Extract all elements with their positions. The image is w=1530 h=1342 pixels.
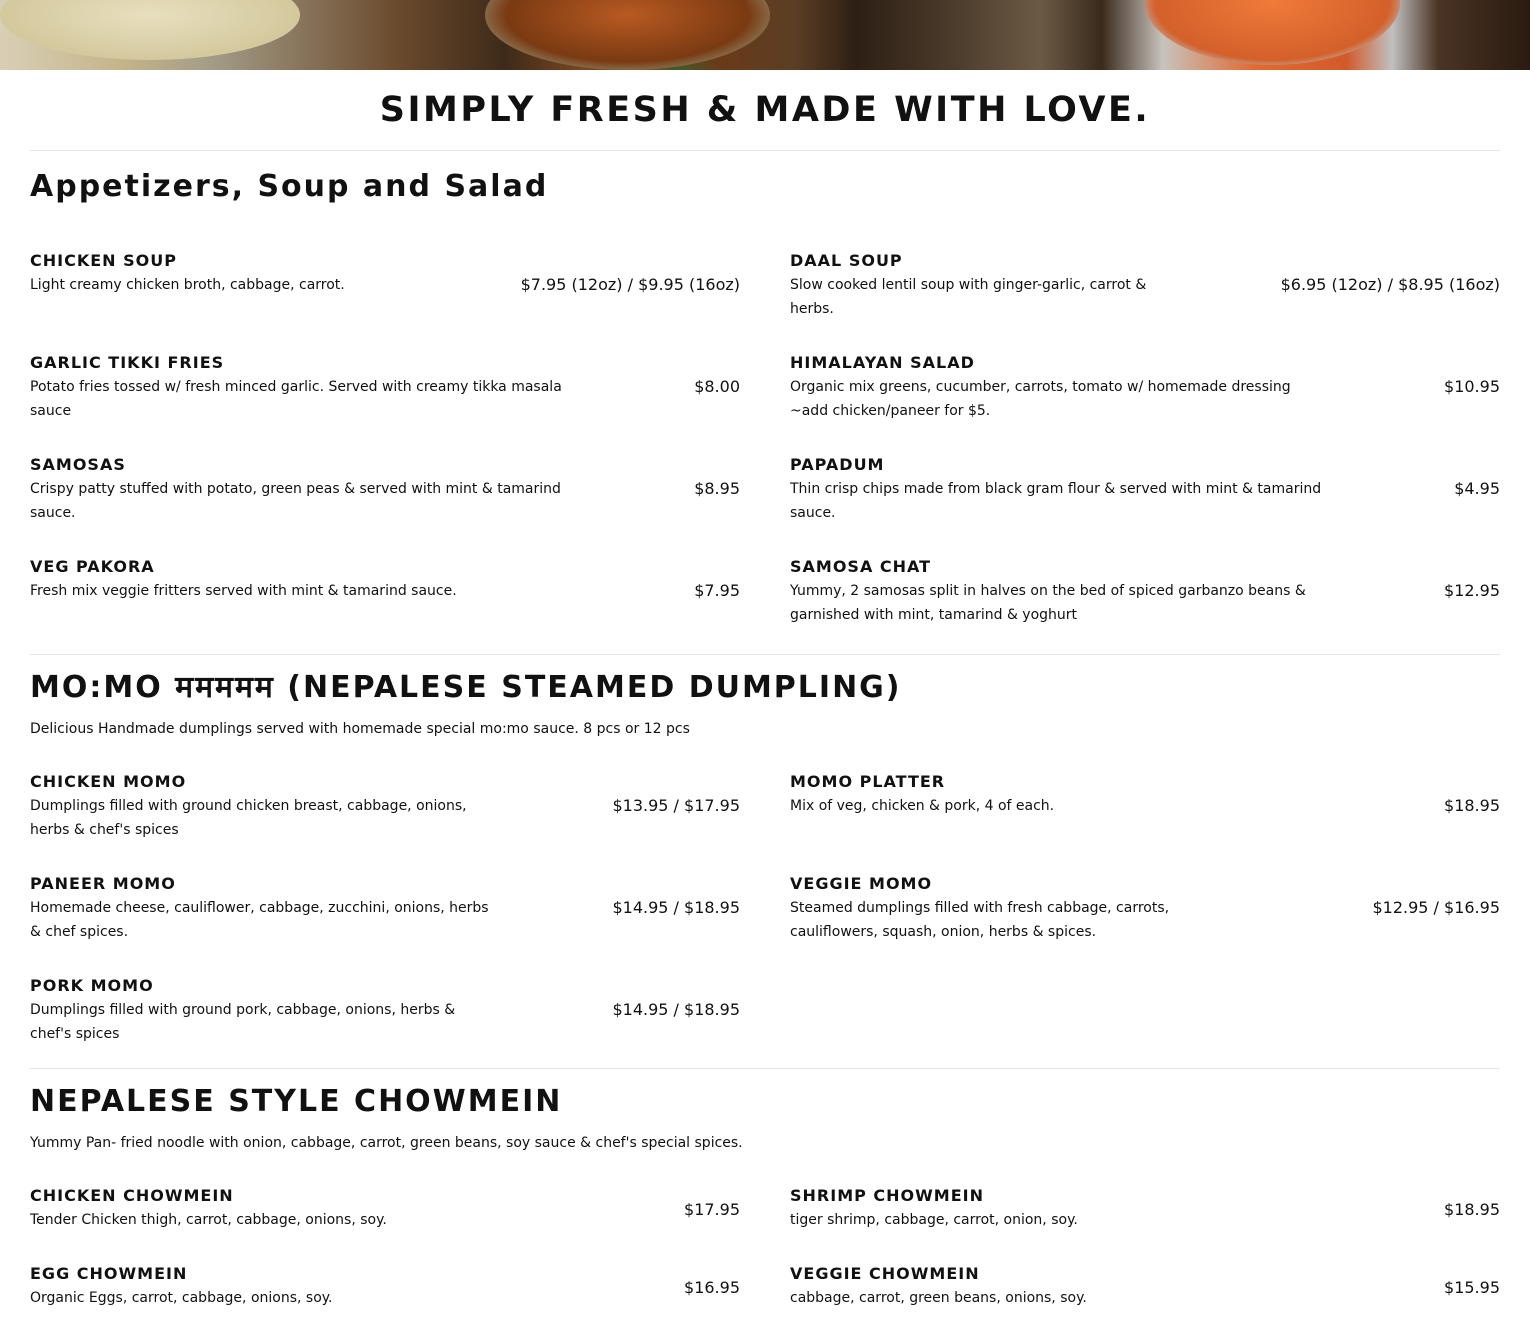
item-description: cabbage, carrot, green beans, onions, soy. [790,1290,1087,1306]
item-name: HIMALAYAN SALAD [790,353,975,372]
item-price: $16.95 [684,1278,740,1297]
item-name: VEGGIE MOMO [790,874,933,893]
section-title: Appetizers, Soup and Salad [30,169,549,204]
menu-item [30,1264,740,1342]
item-name: SHRIMP CHOWMEIN [790,1186,984,1205]
item-price: $13.95 / $17.95 [612,796,740,815]
item-name: SAMOSAS [30,455,126,474]
naan-bread-image [0,0,300,60]
item-name: SAMOSA CHAT [790,557,932,576]
item-name: MOMO PLATTER [790,772,946,791]
item-price: $12.95 [1444,581,1500,600]
item-price: $10.95 [1444,377,1500,396]
item-price: $14.95 / $18.95 [612,1000,740,1019]
item-price: $8.95 [694,479,740,498]
item-name: CHICKEN MOMO [30,772,187,791]
menu-item [30,874,740,976]
item-description: Potato fries tossed w/ fresh minced garlic. Served with creamy tikka masala sauce [30,379,562,419]
item-price: $7.95 [694,581,740,600]
section-description: Yummy Pan- fried noodle with onion, cabbage, carrot, green beans, soy sauce & chef's special spices. [30,1135,743,1151]
menu-item [30,251,740,353]
item-price: $12.95 / $16.95 [1372,898,1500,917]
item-price: $6.95 (12oz) / $8.95 (16oz) [1280,275,1500,294]
menu-item [790,251,1500,353]
item-description: Tender Chicken thigh, carrot, cabbage, onions, soy. [30,1212,387,1228]
item-name: VEGGIE CHOWMEIN [790,1264,980,1283]
item-name: GARLIC TIKKI FRIES [30,353,225,372]
item-description: tiger shrimp, cabbage, carrot, onion, soy. [790,1212,1078,1228]
tikka-bowl-image [1145,0,1400,65]
item-price: $7.95 (12oz) / $9.95 (16oz) [520,275,740,294]
item-name: CHICKEN SOUP [30,251,177,270]
item-description: Dumplings filled with ground chicken breast, cabbage, onions, herbs & chef's spices [30,798,467,838]
menu-item [790,1264,1500,1342]
item-description: Organic Eggs, carrot, cabbage, onions, soy. [30,1290,333,1306]
menu-item [30,772,740,874]
page-headline: SIMPLY FRESH & MADE WITH LOVE. [379,90,1151,130]
item-description: Crispy patty stuffed with potato, green peas & served with mint & tamarind sauce. [30,481,561,521]
menu-item [790,1186,1500,1264]
menu-item [30,976,740,1078]
item-price: $18.95 [1444,796,1500,815]
menu-item [30,353,740,455]
item-name: PAPADUM [790,455,885,474]
item-price: $17.95 [684,1200,740,1219]
section-title: MO:MO ममममम (NEPALESE STEAMED DUMPLING) [30,670,902,705]
menu-grid [30,1186,1500,1342]
item-description: Dumplings filled with ground pork, cabbage, onions, herbs & chef's spices [30,1002,456,1042]
menu-item [790,874,1500,976]
section-title: NEPALESE STYLE CHOWMEIN [30,1084,563,1119]
section-description: Delicious Handmade dumplings served with homemade special mo:mo sauce. 8 pcs or 12 pcs [30,721,690,737]
item-name: CHICKEN CHOWMEIN [30,1186,234,1205]
item-description: Light creamy chicken broth, cabbage, carrot. [30,277,345,293]
item-description: Fresh mix veggie fritters served with mint & tamarind sauce. [30,583,457,599]
item-name: PANEER MOMO [30,874,176,893]
menu-section-chowmein [0,1069,1530,1342]
menu-item [790,353,1500,455]
item-price: $15.95 [1444,1278,1500,1297]
menu-item [30,1186,740,1264]
menu-item [790,557,1500,659]
item-price: $14.95 / $18.95 [612,898,740,917]
item-name: EGG CHOWMEIN [30,1264,188,1283]
item-description: Steamed dumplings filled with fresh cabbage, carrots, cauliflowers, squash, onion, herbs & spices. [790,900,1170,940]
item-name: PORK MOMO [30,976,154,995]
item-price: $18.95 [1444,1200,1500,1219]
item-price: $4.95 [1454,479,1500,498]
menu-item [790,772,1500,874]
item-price: $8.00 [694,377,740,396]
curry-bowl-image [485,0,770,70]
item-description: Thin crisp chips made from black gram flour & served with mint & tamarind sauce. [790,481,1322,521]
menu-grid [30,772,1500,1078]
item-description: Mix of veg, chicken & pork, 4 of each. [790,798,1055,814]
menu-section-momo [0,655,1530,1078]
menu-item [30,455,740,557]
item-name: DAAL SOUP [790,251,903,270]
item-name: VEG PAKORA [30,557,155,576]
menu-grid [30,251,1500,659]
item-description: Slow cooked lentil soup with ginger-garlic, carrot & herbs. [790,277,1147,317]
item-description: Homemade cheese, cauliflower, cabbage, zucchini, onions, herbs & chef spices. [30,900,489,940]
hero-food-image [0,0,1530,70]
item-description: Yummy, 2 samosas split in halves on the bed of spiced garbanzo beans & garnished with mint, tamarind & yoghurt [790,583,1306,623]
item-description: Organic mix greens, cucumber, carrots, tomato w/ homemade dressing ~add chicken/paneer for $5. [790,379,1291,419]
menu-section-appetizers [0,151,1530,659]
menu-item [30,557,740,659]
menu-item [790,455,1500,557]
